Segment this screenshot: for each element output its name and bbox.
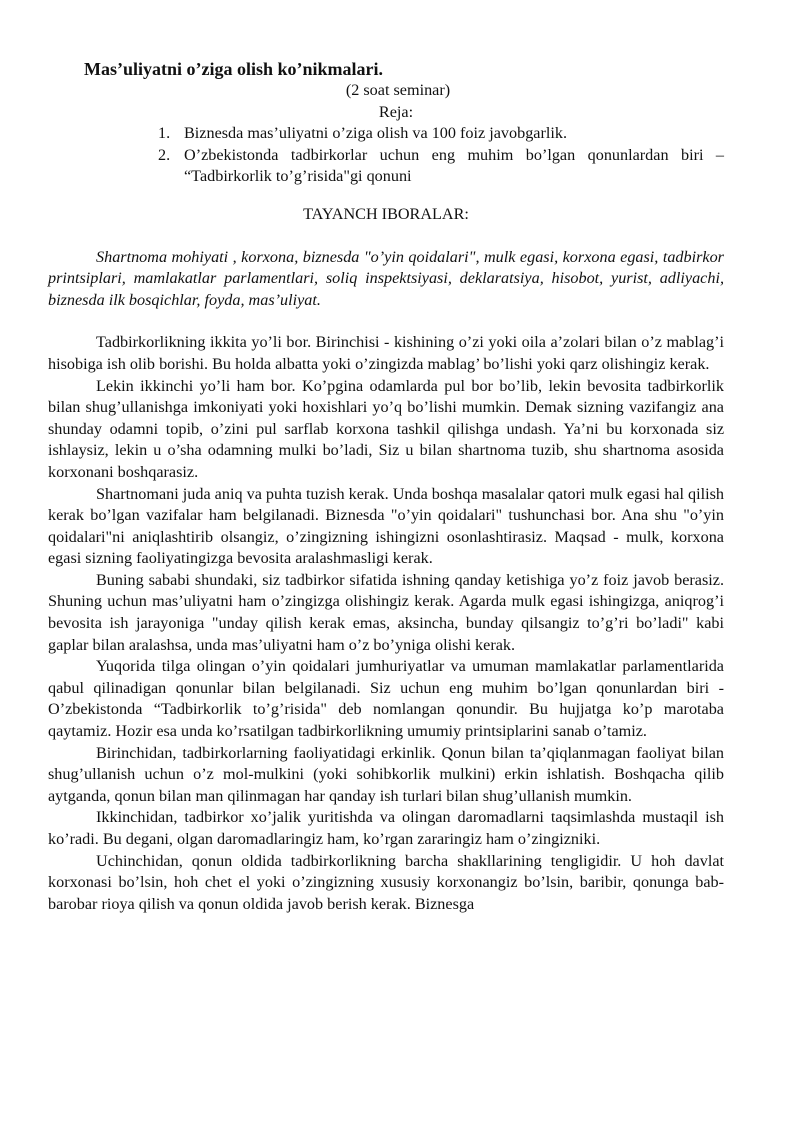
paragraph: Ikkinchidan, tadbirkor xo’jalik yuritishda va olingan daromadlarni taqsimlashda mustaqil ish ko’radi. Bu degani, olgan daromadlaringiz ham, ko’rgan zararingiz ham o’zingizniki.: [48, 808, 724, 848]
plan-item-number: 2.: [158, 145, 171, 164]
keywords-text: Shartnoma mohiyati , korxona, biznesda "o’yin qoidalari", mulk egasi, korxona egasi, tadbirkor printsiplari, mamlakatlar parlamentlari, soliq inspektsiyasi, deklaratsiya, hisobot, yurist, adliyachi, biznesda ilk bosqichlar, foyda, mas’uliyat.: [48, 247, 724, 309]
paragraph: Lekin ikkinchi yo’li ham bor. Ko’pgina odamlarda pul bor bo’lib, lekin bevosita tadbirkorlik bilan shug’ullanishga imkoniyati yoki hoxishlari yo’q bo’lishi mumkin. Demak sizning vazifangiz ana shunday odamni topib, o’zini pul sarflab korxona tashkil qilishga undash. Ya’ni bu korxonada siz ishlaysiz, lekin u o’sha odamning mulki bo’ladi, Siz u bilan shartnoma tuzib, shu shartnoma asosida korxonani boshqarasiz.: [48, 376, 724, 481]
document-title: Mas’uliyatni o’ziga olish ko’nikmalari.: [84, 59, 384, 79]
paragraph: Buning sababi shundaki, siz tadbirkor sifatida ishning qanday ketishiga yo’z foiz javob berasiz. Shuning uchun mas’uliyatni ham o’zingizga olishingiz kerak. Agarda mulk egasi ishingizga, aniqrog’i bevosita ish jarayoniga "unday qilish kerak emas, aksincha, bunday qilsangiz to’g’ri bo’ladi" kabi gaplar bilan aralashsa, unda mas’uliyatni ham o’z bo’yniga olishi kerak.: [48, 570, 724, 654]
paragraph: Yuqorida tilga olingan o’yin qoidalari jumhuriyatlar va umuman mamlakatlar parlamentlarida qabul qilinadigan qonunlar bilan belgilanadi. Siz uchun eng muhim bo’lgan qonunlardan biri - O’zbekistonda “Tadbirkorlik to’g’risida" deb nomlangan qonundir. Bu hujjatga ko’p marotaba qaytamiz. Hozir esa unda ko’rsatilgan tadbirkorlikning umumiy printsiplarini sanab o’tamiz.: [48, 657, 724, 741]
plan-item-number: 1.: [158, 124, 171, 143]
plan-item: [158, 123, 724, 145]
plan-item-text: O’zbekistonda tadbirkorlar uchun eng muhim bo’lgan qonunlardan biri – “Tadbirkorlik to’g’risida"gi qonuni: [184, 145, 724, 186]
plan-list: [48, 123, 724, 188]
plan-label: Reja:: [378, 102, 414, 121]
document-subtitle: (2 soat seminar): [345, 81, 451, 99]
keywords-heading: TAYANCH IBORALAR:: [303, 204, 469, 223]
paragraph: Shartnomani juda aniq va puhta tuzish kerak. Unda boshqa masalalar qatori mulk egasi hal qilish kerak bo’lgan vazifalar ham belgilanadi. Biznesda "o’yin qoidalari" tushunchasi bor. Ana shu "o’yin qoidalari"ni aniqlashtirib olsangiz, o’zingizning ishingizni osonlashtirasiz. Maqsad - mulk, korxona egasi sizning faoliyatingizga bevosita aralashmasligi kerak.: [48, 484, 725, 568]
paragraph: Tadbirkorlikning ikkita yo’li bor. Birinchisi - kishining o’zi yoki oila a’zolari bilan o’z mablag’i hisobiga ish olib borishi. Bu holda albatta yoki o’zingizda mablag’ bo’lishi yoki qarz olishingiz kerak.: [48, 333, 724, 373]
document-page: [48, 58, 724, 915]
paragraph: Uchinchidan, qonun oldida tadbirkorlikning barcha shakllarining tengligidir. U hoh davlat korxonasi bo’lsin, hoh chet el yoki o’zingizning xususiy korxonangiz bo’lsin, baribir, qonunga bab-barobar rioya qilish va qonun oldida javob berish kerak. Biznesga: [48, 851, 724, 913]
paragraph: Birinchidan, tadbirkorlarning faoliyatidagi erkinlik. Qonun bilan ta’qiqlanmagan faoliyat bilan shug’ullanish uchun o’z mol-mulkini (yoki sohibkorlik mulkini) erkin ishlatish. Boshqacha qilib aytganda, qonun bilan man qilinmagan har qanday ish turlari bilan shug’ullanish mumkin.: [48, 743, 724, 805]
plan-item: [158, 145, 724, 188]
plan-item-text: Biznesda mas’uliyatni o’ziga olish va 100 foiz javobgarlik.: [184, 124, 568, 143]
